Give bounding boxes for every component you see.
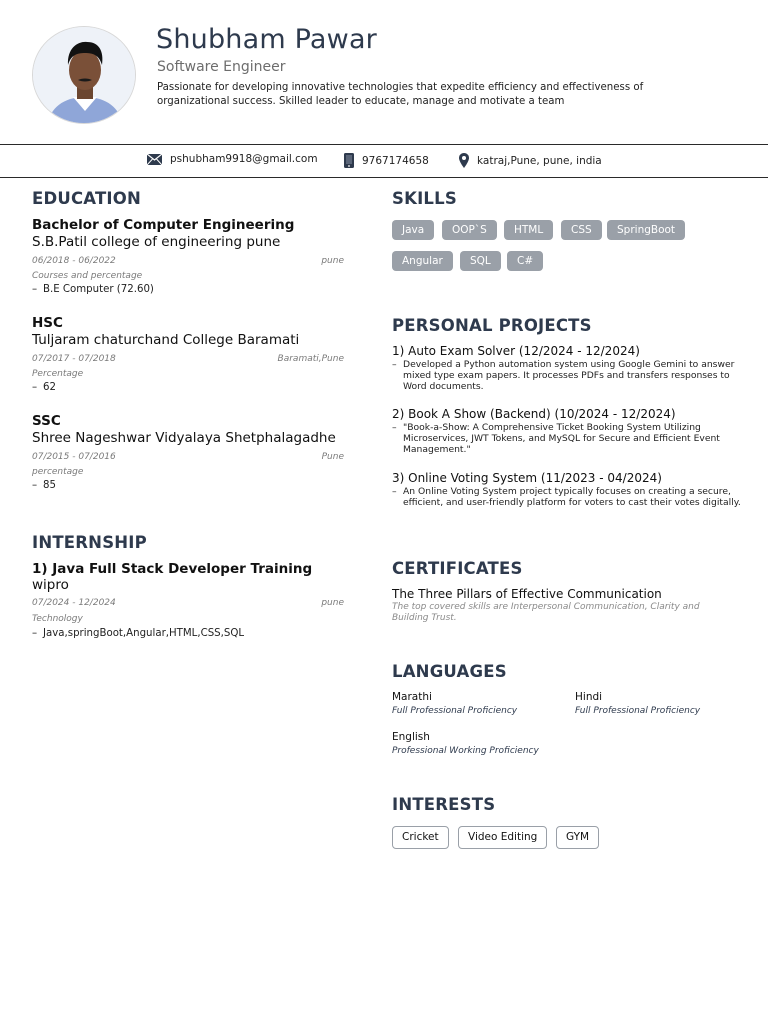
education-heading: EDUCATION: [32, 189, 141, 208]
internship-role: 1) Java Full Stack Developer Training: [32, 561, 313, 577]
internship-detail: – Java,springBoot,Angular,HTML,CSS,SQL: [32, 628, 245, 639]
education-dates: 07/2015 - 07/2016: [32, 452, 116, 462]
education-degree: Bachelor of Computer Engineering: [32, 217, 295, 233]
education-dates: 07/2017 - 07/2018: [32, 354, 116, 364]
education-place: Baramati,Pune: [277, 354, 344, 364]
certificates-heading: CERTIFICATES: [392, 559, 523, 578]
education-degree: HSC: [32, 315, 63, 331]
email-icon: [147, 154, 162, 165]
phone-text: 9767174658: [362, 154, 429, 167]
interest-tag: Cricket: [392, 826, 449, 849]
contact-phone[interactable]: [344, 153, 429, 168]
contact-location: [459, 153, 602, 168]
certificate-name: The Three Pillars of Effective Communication: [392, 587, 662, 601]
skill-tag: Angular: [392, 251, 453, 271]
language-name: Marathi: [392, 691, 432, 703]
projects-heading: PERSONAL PROJECTS: [392, 316, 592, 335]
education-dates: 06/2018 - 06/2022: [32, 256, 116, 266]
language-name: Hindi: [575, 691, 603, 703]
education-institution: Tuljaram chaturchand College Baramati: [32, 332, 300, 348]
education-detail: – 62: [32, 382, 56, 393]
language-name: English: [392, 731, 430, 743]
skill-tag: SQL: [460, 251, 501, 271]
interest-tag: Video Editing: [458, 826, 547, 849]
job-title: Software Engineer: [157, 59, 286, 75]
skill-tag: OOP`S: [442, 220, 497, 240]
project-title: 3) Online Voting System (11/2023 - 04/2024): [392, 471, 662, 485]
project-description: – An Online Voting System project typically focuses on creating a secure, efficient, and user-friendly platform for voters to cast their votes digitally.: [392, 486, 741, 508]
skill-tag: Java: [392, 220, 434, 240]
education-institution: S.B.Patil college of engineering pune: [32, 234, 281, 250]
education-label: Percentage: [32, 369, 84, 379]
resume-header: [0, 0, 768, 144]
project-description: – "Book-a-Show: A Comprehensive Ticket Booking System Utilizing Microservices, JWT Tokens, and MySQL for Secure and Efficient Event Management.": [392, 422, 720, 455]
contact-email[interactable]: [147, 153, 318, 165]
candidate-name: Shubham Pawar: [156, 24, 377, 55]
profile-photo: [32, 26, 136, 124]
education-place: pune: [321, 256, 344, 266]
education-detail: – 85: [32, 480, 56, 491]
education-label: Courses and percentage: [32, 271, 143, 281]
internship-company: wipro: [32, 577, 69, 593]
skill-tag: HTML: [504, 220, 553, 240]
language-level: Full Professional Proficiency: [575, 706, 701, 716]
project-description: – Developed a Python automation system using Google Gemini to answer mixed type exam papers. It processes PDFs and transfers responses to Word documents.: [392, 359, 735, 392]
interests-heading: INTERESTS: [392, 795, 496, 814]
language-level: Professional Working Proficiency: [392, 746, 539, 756]
project-title: 1) Auto Exam Solver (12/2024 - 12/2024): [392, 344, 640, 358]
education-detail: – B.E Computer (72.60): [32, 284, 154, 295]
contact-bar: [0, 144, 768, 178]
profile-summary: Passionate for developing innovative technologies that expedite efficiency and effectiveness of organizational success. Skilled leader to educate, manage and motivate a team: [157, 82, 644, 107]
internship-place: pune: [321, 598, 344, 608]
location-text: katraj,Pune, pune, india: [477, 154, 602, 167]
education-label: percentage: [32, 467, 84, 477]
internship-heading: INTERNSHIP: [32, 533, 147, 552]
interest-tag: GYM: [556, 826, 599, 849]
language-level: Full Professional Proficiency: [392, 706, 518, 716]
email-text: pshubham9918@gmail.com: [170, 153, 318, 165]
internship-dates: 07/2024 - 12/2024: [32, 598, 116, 608]
phone-icon: [344, 153, 354, 168]
internship-label: Technology: [32, 614, 83, 624]
certificate-description: The top covered skills are Interpersonal Communication, Clarity and Building Trust.: [392, 602, 700, 623]
education-institution: Shree Nageshwar Vidyalaya Shetphalagadhe: [32, 430, 336, 446]
skill-tag: CSS: [561, 220, 602, 240]
location-pin-icon: [459, 153, 469, 168]
skill-tag: C#: [507, 251, 543, 271]
skills-heading: SKILLS: [392, 189, 457, 208]
project-title: 2) Book A Show (Backend) (10/2024 - 12/2024): [392, 407, 676, 421]
education-degree: SSC: [32, 413, 61, 429]
skill-tag: SpringBoot: [607, 220, 685, 240]
languages-heading: LANGUAGES: [392, 662, 507, 681]
education-place: Pune: [321, 452, 344, 462]
